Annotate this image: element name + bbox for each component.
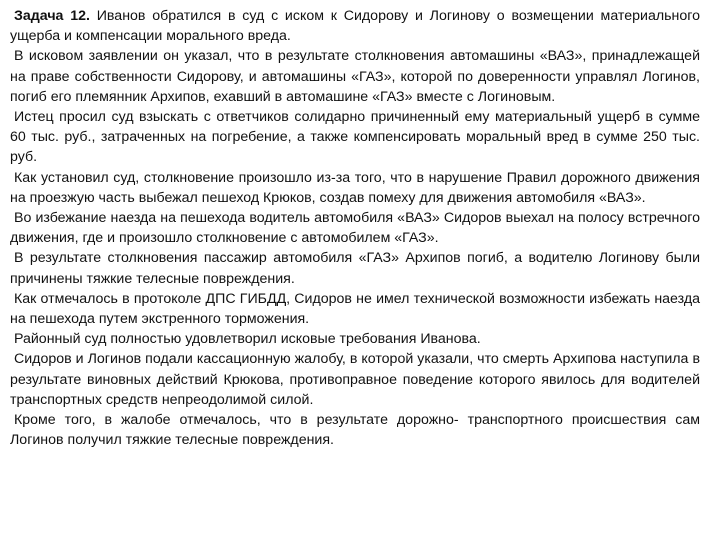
document-body	[10, 6, 700, 450]
paragraph-intro	[10, 6, 700, 46]
paragraph-demand: Истец просил суд взыскать с ответчиков солидарно причиненный ему материальный ущерб в сумме 60 тыс. руб., затраченных на погребение, а также компенсировать моральный вред в сумме 250 тыс. руб.	[10, 109, 700, 166]
paragraph-claim: В исковом заявлении он указал, что в результате столкновения автомашины «ВАЗ», принадлежащей на праве собственности Сидорову, и автомашины «ГАЗ», которой по доверенности управлял Логинов, погиб его племянник Архипов, ехавший в автомашине «ГАЗ» вместе с Логиновым.	[10, 48, 700, 105]
paragraph-result: В результате столкновения пассажир автомобиля «ГАЗ» Архипов погиб, а водителю Логинову были причинены тяжкие телесные повреждения.	[10, 250, 700, 287]
paragraph-court-finding: Как установил суд, столкновение произошло из-за того, что в нарушение Правил дорожного движения на проезжую часть выбежал пешеход Крюков, создав помеху для движения автомобиля «ВАЗ».	[10, 169, 700, 206]
paragraph-ruling: Районный суд полностью удовлетворил исковые требования Иванова.	[14, 331, 481, 348]
paragraph-maneuver: Во избежание наезда на пешехода водитель автомобиля «ВАЗ» Сидоров выехал на полосу встречного движения, где и произошло столкновение с автомобилем «ГАЗ».	[10, 210, 700, 247]
paragraph-protocol: Как отмечалось в протоколе ДПС ГИБДД, Сидоров не имел технической возможности избежать наезда на пешехода путем экстренного торможения.	[10, 290, 700, 328]
task-label: Задача 12.	[14, 8, 90, 24]
paragraph-appeal-addition: Кроме того, в жалобе отмечалось, что в результате дорожно- транспортного происшествия сам Логинов получил тяжкие телесные повреждения.	[10, 412, 700, 449]
paragraph-text: Иванов обратился в суд с иском к Сидорову и Логинову о возмещении материального ущерба и компенсации морального вреда.	[10, 8, 700, 45]
paragraph-appeal: Сидоров и Логинов подали кассационную жалобу, в которой указали, что смерть Архипова наступила в результате виновных действий Крюкова, противоправное поведение которого явилось для водителей транспортных средств непреодолимой силой.	[10, 351, 700, 408]
